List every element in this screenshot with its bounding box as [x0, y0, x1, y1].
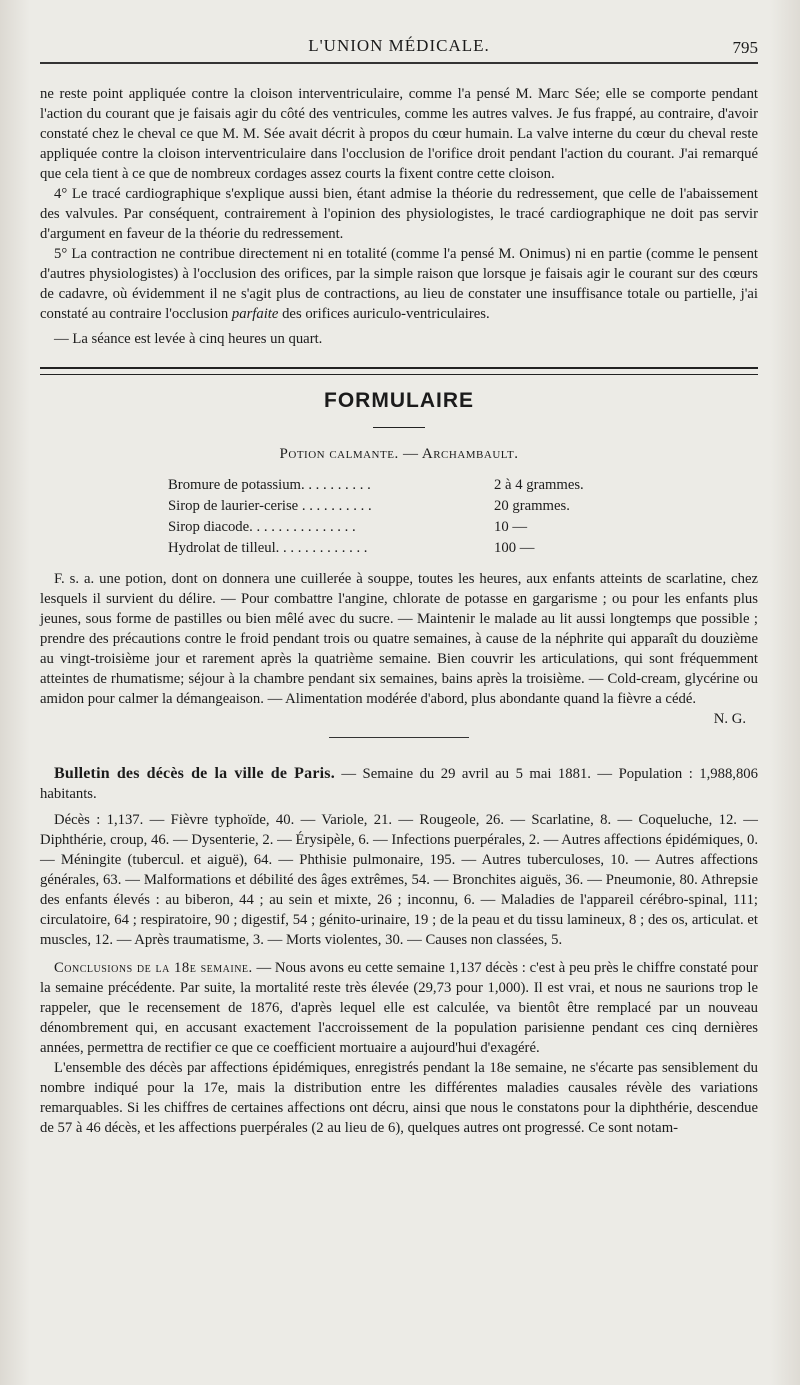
p5-text-start: 5° La contraction ne contribue directement ni en totalité (comme l'a pensé M. Onimus) ni en partie (comme le pensent d'autres physiologistes) à l'occlusion des orifices, par la simple raison que lorsque je faisais agir le courant sur des cœurs de cadavre, où évidemment il ne s'agit plus de contractions, au lieu de constater une insuffisance totale ou partielle, j'ai constaté au contraire l'occlusion: [40, 246, 758, 322]
recipe-row: [168, 475, 758, 496]
recipe-row: [168, 496, 758, 517]
bulletin-title: Bulletin des décès de la ville de Paris.: [54, 765, 335, 782]
signature: N. G.: [713, 711, 746, 727]
recipe-row: [168, 517, 758, 538]
conclusions-label: Conclusions de la 18e semaine.: [54, 960, 253, 976]
conclusions-paragraph: [40, 958, 758, 1058]
conclusions-text: — Nous avons eu cette semaine 1,137 décès : c'est à peu près le chiffre constaté pour la semaine précédente. Par suite, la mortalité reste très élevée (29,73 pour 1,000). Il est vrai, et nous ne saurions trop le rappeler, que le recensement de 1876, d'après lequel elle est calculée, va bientôt être remplacé par un nouveau dénombrement qui, en accusant exactement l'accroissement de la population parisienne pendant ces cinq dernières années, permettra de rectifier ce que ce coefficient mortuaire a aujourd'hui d'exagéré.: [40, 960, 758, 1056]
potion-title: Potion calmante. — Archambault.: [279, 446, 519, 462]
bulletin-details: Décès : 1,137. — Fièvre typhoïde, 40. — Variole, 21. — Rougeole, 26. — Scarlatine, 8. — Coqueluche, 12. — Diphthérie, croup, 46. — Dysenterie, 2. — Érysipèle, 6. — Infections puerpérales, 2. — Autres affections épidémiques, 0. — Méningite (tubercul. et aiguë), 64. — Phthisie pulmonaire, 195. — Autres tuberculoses, 10. — Autres affections générales, 63. — Malformations et débilité des âges extrêmes, 54. — Bronchites aiguës, 36. — Pneumonie, 80. Athrepsie des enfants élevés : au biberon, 44 ; au sein et mixte, 26 ; inconnu, 6. — Maladies de l'appareil cérébro-spinal, 111; circulatoire, 64 ; respiratoire, 90 ; digestif, 54 ; génito-urinaire, 19 ; de la peau et du tissu lamineux, 8 ; des os, articulat. et muscles, 12. — Après traumatisme, 3. — Morts violentes, 30. — Causes non classées, 5.: [40, 812, 758, 948]
page-number: 795: [732, 38, 758, 57]
paragraph-trace-cardiographique: 4° Le tracé cardiographique s'explique aussi bien, étant admise la théorie du redressement, que celle de l'abaissement des valvules. Par conséquent, contrairement à l'opinion des physiologistes, le tracé cardiographique ne doit pas servir d'argument en faveur de la théorie du redressement.: [40, 186, 758, 242]
paragraph-contraction: [40, 244, 758, 324]
running-title: L'UNION MÉDICALE.: [308, 36, 490, 55]
ingredient-name: Hydrolat de tilleul. . . . . . . . . . . . .: [168, 540, 368, 556]
ingredient-name: Sirop diacode. . . . . . . . . . . . . . .: [168, 519, 356, 535]
title-underline: [373, 427, 425, 428]
bulletin-week: — Semaine du 29 avril au 5 mai 1881. — Population : 1,988,806 habitants.: [40, 766, 758, 802]
ingredient-name: Sirop de laurier-cerise . . . . . . . . . .: [168, 498, 372, 514]
ingredient-qty: 100 —: [494, 540, 535, 556]
paragraph-valves: ne reste point appliquée contre la cloison interventriculaire, comme l'a pensé M. Marc Sée; elle se comporte pendant l'action du courant que je faisais agir du côté des ventricules, comme les autres valves. Je fus frappé, au contraire, d'avoir constaté chez le cheval ce que M. M. Sée avait décrit à propos du cœur humain. La valve interne du cœur du cheval reste appliquée contre la cloison interventriculaire dans l'occlusion de l'orifice droit pendant l'action du courant. J'ai remarqué que cela tient à ce que de nombreux cordages assez courts la fixent contre cette cloison.: [40, 86, 758, 182]
seance-closing: — La séance est levée à cinq heures un quart.: [54, 331, 323, 347]
recipe-list: [168, 475, 758, 559]
bulletin-heading: [40, 764, 758, 804]
ingredient-name: Bromure de potassium. . . . . . . . . .: [168, 477, 371, 493]
p5-italic-word: parfaite: [231, 306, 279, 322]
running-head: [40, 0, 758, 64]
recipe-row: [168, 538, 758, 559]
formulaire-title: FORMULAIRE: [324, 389, 474, 412]
ensemble-paragraph: L'ensemble des décès par affections épidémiques, enregistrés pendant la 18e semaine, ne s'écarte pas sensiblement du nombre indiqué pour la 17e, mais la distribution entre les différentes maladies causales révèle des variations remarquables. Si les chiffres de certaines affections ont décru, ainsi que nous le constatons pour la diphthérie, descendue de 57 à 46 décès, et les affections puerpérales (2 au lieu de 6), quelques autres ont progressé. Ce sont notam-: [40, 1060, 758, 1136]
p5-text-end: des orifices auriculo-ventriculaires.: [278, 306, 490, 322]
ingredient-qty: 2 à 4 grammes.: [494, 477, 584, 493]
ingredient-qty: 10 —: [494, 519, 528, 535]
formulaire-body: F. s. a. une potion, dont on donnera une cuillerée à souppe, toutes les heures, aux enfants atteints de scarlatine, chez lesquels il survient du délire. — Pour combattre l'angine, chlorate de potasse en gargarisme ; ou pour les enfants plus jeunes, sous forme de pastilles ou bien mêlé avec du sucre. — Maintenir le malade au lit aussi longtemps que possible ; prendre des précautions contre le froid pendant trois ou quatre semaines, à cause de la néphrite qui apparaît du douzième au vingt-troisième jour et rarement après la quatrième semaine. Bien couvrir les articulations, qui sont fréquemment atteintes de rhumatisme; séjour à la chambre pendant six semaines, bains après la troisième. — Cold-cream, glycérine ou amidon pour calmer la démangeaison. — Alimentation modérée d'abord, plus abondante quand la fièvre a cédé.: [40, 571, 758, 707]
small-divider: [329, 737, 469, 738]
ingredient-qty: 20 grammes.: [494, 498, 570, 514]
section-divider: [40, 367, 758, 375]
